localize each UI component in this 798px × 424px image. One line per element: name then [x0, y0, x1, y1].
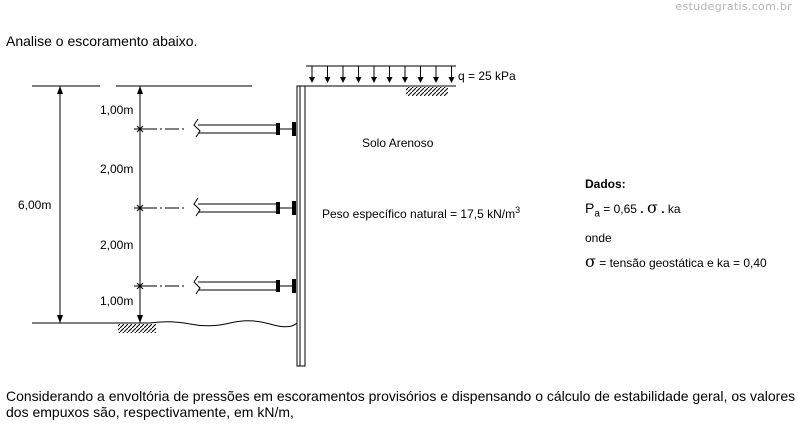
sigma-definition: σ = tensão geostática e ka = 0,40 [585, 252, 767, 272]
spacing-2-label: 2,00m [100, 162, 134, 176]
strut-2 [134, 198, 296, 216]
bottom-ground-wavy [150, 321, 297, 327]
spacing-3-label: 2,00m [100, 238, 134, 252]
soil-label: Solo Arenoso [362, 136, 434, 150]
surcharge-label: q = 25 kPa [458, 69, 516, 83]
given-title: Dados: [585, 177, 626, 191]
given-data [585, 176, 767, 279]
surcharge-arrows [309, 66, 455, 83]
onde-text: onde [585, 231, 612, 246]
pressure-formula: $P_a = 0,65$ . σ . ka [585, 198, 681, 220]
spacing-4-label: 1,00m [100, 294, 134, 308]
intro-text: Analise o escoramento abaixo. [6, 33, 198, 49]
total-height-label: 6,00m [18, 198, 52, 212]
soil-hatch-right [406, 87, 448, 96]
retaining-wall [297, 86, 305, 366]
strut-3 [134, 276, 296, 294]
strut-1 [134, 119, 296, 137]
watermark: estudegratis.com.br [675, 0, 792, 13]
soil-hatch-bottom [118, 324, 156, 333]
spacing-1-label: 1,00m [100, 103, 134, 117]
unit-weight-label: Peso específico natural = 17,5 $kN/m^3$ [322, 205, 521, 221]
question-text: Considerando a envoltória de pressões em escoramentos provisórios e dispensando o cálculo de estabilidade geral, os valores dos empuxos são, respectivamente, em kN/m, [6, 388, 796, 420]
